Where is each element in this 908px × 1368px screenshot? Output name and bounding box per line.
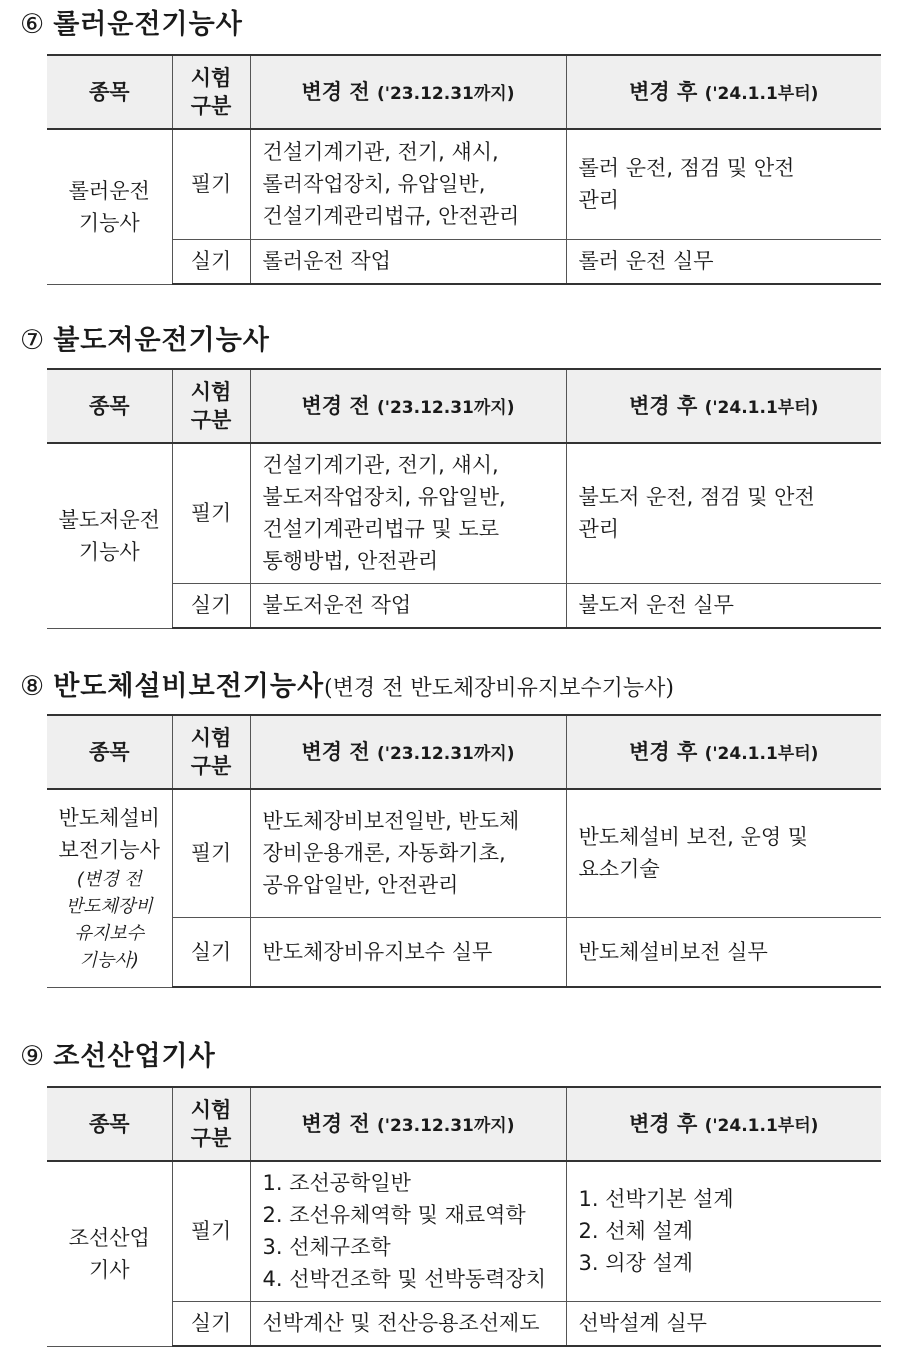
section-number: ⑨ (20, 1041, 46, 1072)
table-row (47, 789, 881, 917)
header-after: 변경 후 ('24.1.1부터) (566, 55, 881, 129)
section-number: ⑥ (20, 9, 46, 40)
table-row (47, 129, 881, 239)
table-row (47, 583, 881, 628)
item-note: 반도체장비 (65, 896, 153, 918)
section-title-text: 롤러운전기능사 (53, 9, 243, 40)
after-cell: 롤러 운전 실무 (566, 239, 881, 284)
item-cell: 조선산업 기사 (47, 1161, 172, 1346)
header-before: 변경 전 ('23.12.31까지) (250, 1087, 566, 1161)
type-cell: 실기 (172, 239, 250, 284)
header-before: 변경 전 ('23.12.31까지) (250, 369, 566, 443)
table-header-row (47, 369, 881, 443)
before-cell: 불도저운전 작업 (250, 583, 566, 628)
comparison-table (47, 368, 881, 629)
type-cell: 실기 (172, 1301, 250, 1346)
table-row (47, 1161, 881, 1301)
table-header-row (47, 715, 881, 789)
header-item: 종목 (47, 369, 172, 443)
item-cell: 불도저운전 기능사 (47, 443, 172, 628)
before-cell: 롤러운전 작업 (250, 239, 566, 284)
header-item: 종목 (47, 1087, 172, 1161)
header-before: 변경 전 ('23.12.31까지) (250, 55, 566, 129)
header-item: 종목 (47, 715, 172, 789)
section-title-text: 불도저운전기능사 (53, 325, 270, 356)
before-cell: 반도체장비유지보수 실무 (250, 917, 566, 987)
section-title (20, 318, 270, 357)
section-title-text: 조선산업기사 (53, 1041, 216, 1072)
header-after: 변경 후 ('24.1.1부터) (566, 369, 881, 443)
comparison-table (47, 714, 881, 988)
table-row (47, 1301, 881, 1346)
section-number: ⑦ (20, 325, 46, 356)
type-cell: 필기 (172, 443, 250, 583)
table-row (47, 443, 881, 583)
item-note: (변경 전 (76, 869, 142, 891)
comparison-table (47, 1086, 881, 1347)
comparison-table (47, 54, 881, 285)
after-cell: 선박설계 실무 (566, 1301, 881, 1346)
section-title-text: 반도체설비보전기능사 (53, 671, 325, 702)
before-cell: 건설기계기관, 전기, 섀시, 불도저작업장치, 유압일반, 건설기계관리법규 및 도로 통행방법, 안전관리 (250, 443, 566, 583)
type-cell: 실기 (172, 583, 250, 628)
before-cell: 건설기계기관, 전기, 섀시, 롤러작업장치, 유압일반, 건설기계관리법규, 안전관리 (250, 129, 566, 239)
section-title (20, 1034, 216, 1073)
table-row (47, 239, 881, 284)
section-title (20, 664, 674, 703)
after-cell: 반도체설비보전 실무 (566, 917, 881, 987)
table-header-row (47, 55, 881, 129)
item-cell: 롤러운전 기능사 (47, 129, 172, 284)
section-number: ⑧ (20, 671, 46, 702)
header-before: 변경 전 ('23.12.31까지) (250, 715, 566, 789)
after-cell: 반도체설비 보전, 운영 및 요소기술 (566, 789, 881, 917)
header-after: 변경 후 ('24.1.1부터) (566, 715, 881, 789)
before-cell: 선박계산 및 전산응용조선제도 (250, 1301, 566, 1346)
header-item: 종목 (47, 55, 172, 129)
before-cell: 1. 조선공학일반 2. 조선유체역학 및 재료역학 3. 선체구조학 4. 선박건조학 및 선박동력장치 (250, 1161, 566, 1301)
after-cell: 롤러 운전, 점검 및 안전 관리 (566, 129, 881, 239)
type-cell: 필기 (172, 129, 250, 239)
header-type: 시험 구분 (172, 1087, 250, 1161)
item-note: 기능사) (79, 950, 139, 972)
item-note: 유지보수 (74, 923, 145, 945)
type-cell: 필기 (172, 1161, 250, 1301)
header-after: 변경 후 ('24.1.1부터) (566, 1087, 881, 1161)
item-cell: 반도체설비 보전기능사 (변경 전 반도체장비 유지보수 기능사) (47, 789, 172, 987)
table-row (47, 917, 881, 987)
before-cell: 반도체장비보전일반, 반도체 장비운용개론, 자동화기초, 공유압일반, 안전관리 (250, 789, 566, 917)
section-subtitle: (변경 전 반도체장비유지보수기능사) (324, 676, 674, 701)
section-title (20, 2, 243, 41)
type-cell: 필기 (172, 789, 250, 917)
after-cell: 불도저 운전, 점검 및 안전 관리 (566, 443, 881, 583)
type-cell: 실기 (172, 917, 250, 987)
after-cell: 1. 선박기본 설계 2. 선체 설계 3. 의장 설계 (566, 1161, 881, 1301)
header-type: 시험 구분 (172, 55, 250, 129)
table-header-row (47, 1087, 881, 1161)
after-cell: 불도저 운전 실무 (566, 583, 881, 628)
header-type: 시험 구분 (172, 369, 250, 443)
header-type: 시험 구분 (172, 715, 250, 789)
